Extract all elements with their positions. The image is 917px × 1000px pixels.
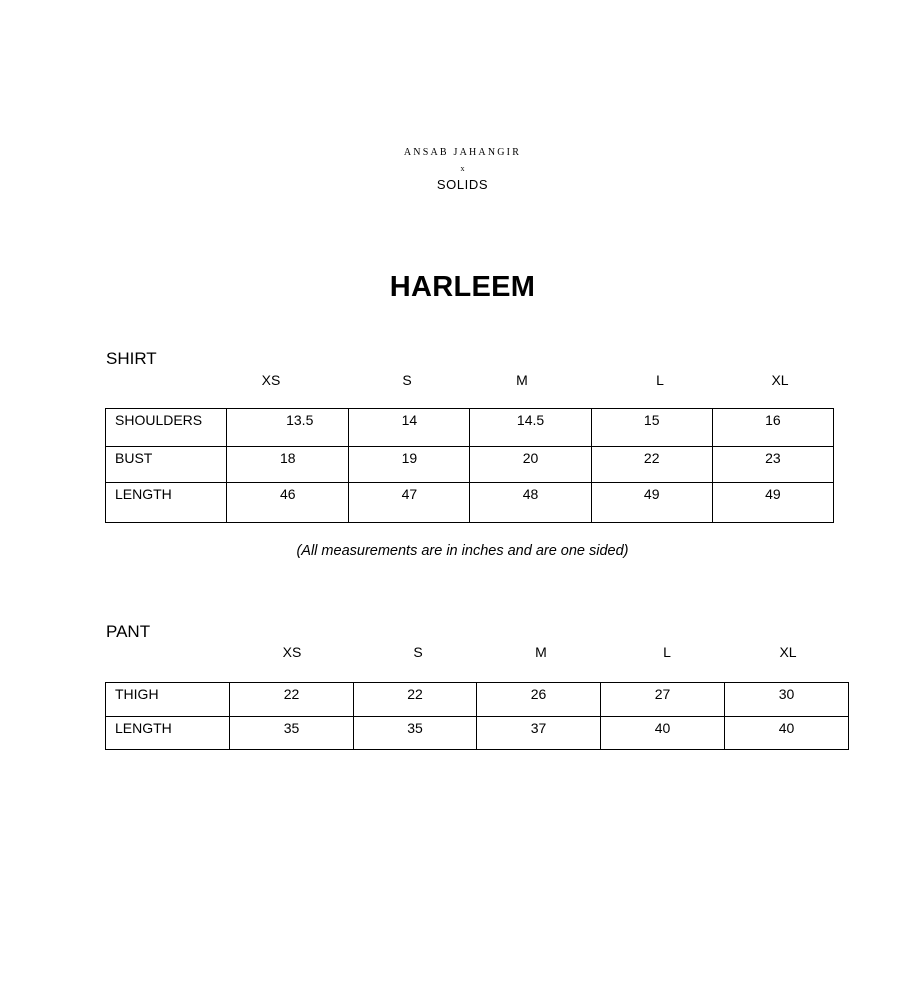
table-cell: 49 bbox=[712, 483, 833, 523]
shirt-size-table bbox=[105, 408, 834, 523]
shirt-size-header-xs: XS bbox=[261, 372, 281, 388]
table-row bbox=[106, 483, 834, 523]
table-cell: 37 bbox=[477, 717, 601, 750]
brand-logo-line-1: ANSAB JAHANGIR bbox=[403, 147, 522, 158]
table-cell: 22 bbox=[591, 447, 712, 483]
row-label-shoulders: SHOULDERS bbox=[106, 409, 227, 447]
table-cell: 49 bbox=[591, 483, 712, 523]
table-cell: 20 bbox=[470, 447, 591, 483]
row-label-length: LENGTH bbox=[106, 717, 230, 750]
table-cell: 18 bbox=[227, 447, 349, 483]
pant-size-header-l: L bbox=[663, 644, 671, 660]
shirt-size-header-l: L bbox=[656, 372, 664, 388]
table-cell: 40 bbox=[601, 717, 725, 750]
table-cell: 22 bbox=[230, 683, 354, 717]
table-row bbox=[106, 683, 849, 717]
pant-size-header-m: M bbox=[535, 644, 547, 660]
table-cell: 16 bbox=[712, 409, 833, 447]
table-row bbox=[106, 447, 834, 483]
pant-size-table bbox=[105, 682, 849, 750]
table-cell: 26 bbox=[477, 683, 601, 717]
page-title: HARLEEM bbox=[389, 271, 536, 303]
table-cell: 23 bbox=[712, 447, 833, 483]
table-cell: 27 bbox=[601, 683, 725, 717]
row-label-thigh: THIGH bbox=[106, 683, 230, 717]
shirt-size-header-m: M bbox=[516, 372, 528, 388]
table-cell: 15 bbox=[591, 409, 712, 447]
table-row bbox=[106, 717, 849, 750]
table-cell: 14.5 bbox=[470, 409, 591, 447]
table-cell: 48 bbox=[470, 483, 591, 523]
table-cell bbox=[227, 409, 349, 447]
brand-logo-collab-x: x bbox=[460, 164, 465, 173]
shirt-section-label: SHIRT bbox=[106, 349, 157, 368]
table-cell: 30 bbox=[725, 683, 849, 717]
brand-logo-line-2: SOLIDS bbox=[436, 177, 489, 192]
pant-size-header-xs: XS bbox=[282, 644, 302, 660]
shirt-size-header-xl: XL bbox=[771, 372, 789, 388]
table-cell: 40 bbox=[725, 717, 849, 750]
measurement-note: (All measurements are in inches and are one sided) bbox=[296, 543, 629, 559]
table-row bbox=[106, 409, 834, 447]
row-label-length: LENGTH bbox=[106, 483, 227, 523]
table-cell: 47 bbox=[349, 483, 470, 523]
cell-value: 13.5 bbox=[286, 412, 314, 428]
table-cell: 19 bbox=[349, 447, 470, 483]
table-cell: 46 bbox=[227, 483, 349, 523]
table-cell: 14 bbox=[349, 409, 470, 447]
pant-size-header-s: S bbox=[413, 644, 423, 660]
row-label-bust: BUST bbox=[106, 447, 227, 483]
table-cell: 35 bbox=[230, 717, 354, 750]
shirt-size-header-s: S bbox=[402, 372, 412, 388]
table-cell: 22 bbox=[354, 683, 477, 717]
table-cell: 35 bbox=[354, 717, 477, 750]
pant-section-label: PANT bbox=[106, 622, 151, 641]
pant-size-header-xl: XL bbox=[779, 644, 797, 660]
